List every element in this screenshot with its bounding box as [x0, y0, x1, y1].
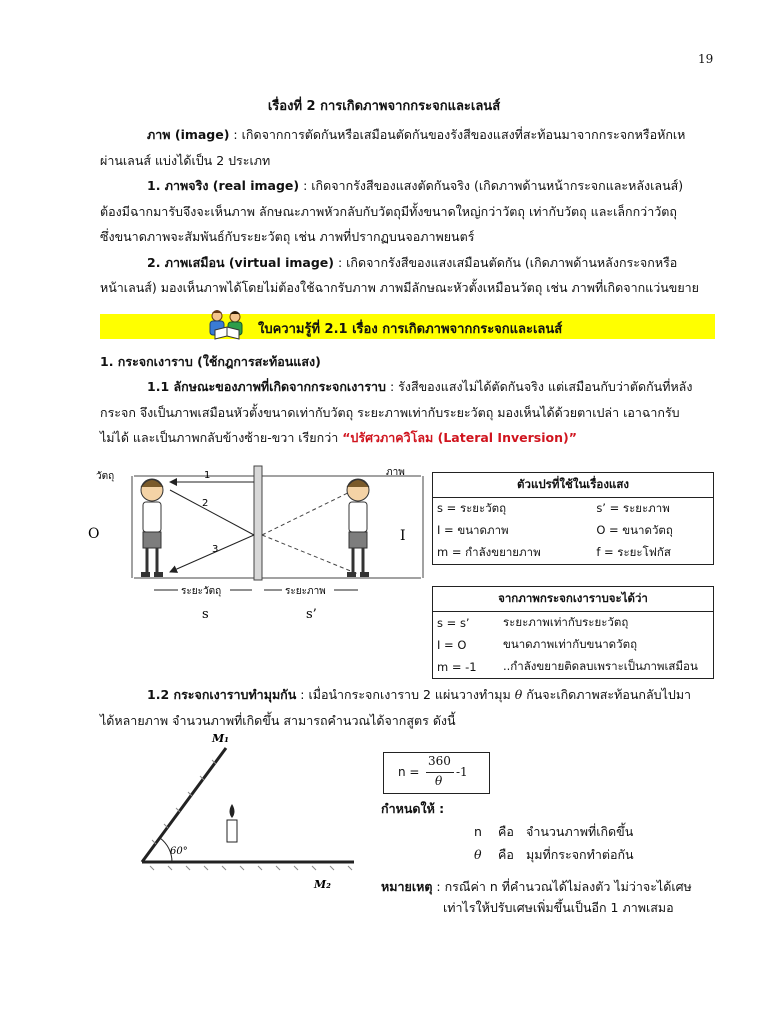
- section-1-1-text-3: ไม่ได้ และเป็นภาพกลับข้างซ้าย-ขวา เรียกว่า: [100, 430, 343, 445]
- page-title: เรื่องที่ 2 การเกิดภาพจากกระจกและเลนส์: [267, 99, 501, 114]
- conclusion-cell: s = s’: [433, 612, 500, 635]
- ray-1-label: 1: [204, 470, 211, 481]
- intro-paragraph: [100, 122, 710, 301]
- object-label: วัตถุ: [96, 471, 115, 482]
- real-image-text-1: : เกิดจากรังสีของแสงตัดกันจริง (เกิดภาพด้านหน้ากระจกและหลังเลนส์): [299, 178, 684, 193]
- virtual-ray-top: [262, 488, 358, 535]
- given-meaning: มุมที่กระจกทำต่อกัน: [526, 847, 634, 862]
- note-text-2: เท่าไรให้ปรับเศษเพิ่มขึ้นเป็นอีก 1 ภาพเสมอ: [443, 900, 674, 915]
- variables-cell: s = ระยะวัตถุ: [433, 498, 593, 521]
- given-row: [474, 845, 634, 865]
- conclusion-cell: m = -1: [433, 656, 500, 679]
- angle-label: 60°: [170, 846, 188, 857]
- given-symbol: n: [474, 824, 482, 839]
- formula-rest: -1: [456, 765, 468, 779]
- mirror-m2-label: M₂: [314, 878, 331, 891]
- term-flat-mirror-image: 1.1 ลักษณะของภาพที่เกิดจากกระจกเงาราบ: [147, 379, 386, 394]
- variables-cell: f = ระยะโฟกัส: [592, 542, 713, 565]
- section-1-1-text-2: กระจก จึงเป็นภาพเสมือนหัวตั้งขนาดเท่ากับวัตถุ ระยะภาพเท่ากับระยะวัตถุ มองเห็นได้ด้วยตาเปล่า เอาฉากรับ: [100, 404, 680, 420]
- section-1-2-text-1a: : เมื่อนำกระจกเงาราบ 2 แผ่นวางทำมุม: [296, 687, 515, 702]
- image-distance-label: ระยะภาพ: [285, 586, 326, 597]
- formula-box: [383, 752, 490, 794]
- term-virtual-image: 2. ภาพเสมือน (virtual image): [147, 254, 334, 270]
- term-image: ภาพ (image): [147, 127, 230, 142]
- mirror-m1-label: M₁: [212, 732, 229, 745]
- virtual-ray-bottom: [262, 535, 358, 574]
- given-is: คือ: [498, 824, 514, 839]
- given-is: คือ: [498, 847, 514, 862]
- section-1-1-paragraph: [100, 374, 710, 451]
- worksheet-banner: [100, 314, 715, 339]
- object-distance-s: s: [202, 607, 209, 622]
- variables-cell: O = ขนาดวัตถุ: [592, 520, 713, 542]
- lateral-inversion-term: “ปรัศวภาควิโลม (Lateral Inversion)”: [342, 430, 577, 445]
- conclusion-cell: ขนาดภาพเท่ากับขนาดวัตถุ: [499, 634, 714, 656]
- real-image-text-2: ต้องมีฉากมารับจึงจะเห็นภาพ ลักษณะภาพหัวกลับกับวัตถุมีทั้งขนาดใหญ่กว่าวัตถุ เท่ากับวัตถุ และเล็กกว่าวัตถุ: [100, 203, 677, 219]
- theta-symbol: θ: [514, 687, 523, 702]
- formula-fraction-bar: [426, 772, 454, 773]
- formula-numerator: 360: [428, 754, 451, 768]
- plane-mirror-diagram: [86, 460, 426, 625]
- given-symbol: θ: [474, 847, 482, 862]
- variables-cell: I = ขนาดภาพ: [433, 520, 593, 542]
- virtual-image-text-2: หน้าเลนส์) มองเห็นภาพได้โดยไม่ต้องใช้ฉากรับภาพ ภาพมีลักษณะหัวตั้งเหมือนวัตถุ เช่น ภาพที่เกิดจากแว่นขยาย: [100, 280, 699, 295]
- image-person-icon: [347, 479, 369, 577]
- ray-3-label: 3: [212, 544, 219, 555]
- intro-text-2: ผ่านเลนส์ แบ่งได้เป็น 2 ประเภท: [100, 152, 271, 168]
- note-term: หมายเหตุ: [381, 879, 433, 894]
- given-meaning: จำนวนภาพที่เกิดขึ้น: [526, 824, 634, 839]
- real-image-text-3: ซึ่งขนาดภาพจะสัมพันธ์กับระยะวัตถุ เช่น ภาพที่ปรากฏบนจอภาพยนตร์: [100, 229, 475, 244]
- section-1-2-text-2: ได้หลายภาพ จำนวนภาพที่เกิดขึ้น สามารถคำนวณได้จากสูตร ดังนี้: [100, 712, 456, 728]
- image-distance-s-prime: s’: [306, 607, 317, 622]
- banner-text: ใบความรู้ที่ 2.1 เรื่อง การเกิดภาพจากกระจกและเลนส์: [258, 322, 563, 337]
- section-1-2-paragraph: [100, 682, 710, 733]
- formula-denominator: θ: [435, 774, 443, 788]
- object-person-icon: [141, 479, 163, 577]
- variables-table: [432, 472, 714, 565]
- object-distance-label: ระยะวัตถุ: [181, 586, 222, 597]
- virtual-image-text-1: : เกิดจากรังสีของแสงเสมือนตัดกัน (เกิดภาพด้านหลังกระจกหรือ: [333, 254, 678, 270]
- mirror-m1: [142, 748, 226, 862]
- conclusion-table-header: จากภาพกระจกเงาราบจะได้ว่า: [433, 587, 714, 612]
- candle-icon: [227, 804, 237, 842]
- variables-table-header: ตัวแปรที่ใช้ในเรื่องแสง: [433, 473, 714, 498]
- note-text-1: : กรณีค่า n ที่คำนวณได้ไม่ลงตัว ไม่ว่าจะได้เศษ: [432, 879, 692, 894]
- conclusion-cell: ..กำลังขยายติดลบเพราะเป็นภาพเสมือน: [499, 656, 714, 679]
- section-1-2-text-1b: กันจะเกิดภาพสะท้อนกลับไปมา: [522, 687, 692, 702]
- variables-cell: m = กำลังขยายภาพ: [433, 542, 593, 565]
- term-angled-mirrors: 1.2 กระจกเงาราบทำมุมกัน: [147, 687, 297, 702]
- plane-mirror: [254, 466, 262, 580]
- ray-2-label: 2: [202, 498, 209, 509]
- section-1-1-text-1: : รังสีของแสงไม่ได้ตัดกันจริง แต่เสมือนกับว่าตัดกันที่หลัง: [386, 379, 693, 394]
- ray-2: [170, 490, 254, 535]
- conclusion-cell: ระยะภาพเท่ากับระยะวัตถุ: [499, 612, 714, 635]
- formula-lhs: n =: [398, 765, 420, 779]
- image-size-I: I: [400, 528, 406, 544]
- object-size-O: O: [88, 526, 100, 542]
- conclusion-table: [432, 586, 714, 679]
- given-heading: กำหนดให้ :: [381, 801, 445, 816]
- note-line-1: [381, 877, 692, 897]
- term-real-image: 1. ภาพจริง (real image): [147, 178, 300, 193]
- image-label: ภาพ: [386, 467, 405, 478]
- conclusion-cell: I = O: [433, 634, 500, 656]
- students-reading-icon: [205, 308, 249, 342]
- angled-mirror-diagram: [128, 728, 368, 898]
- section-1-heading: 1. กระจกเงาราบ (ใช้กฎการสะท้อนแสง): [100, 354, 321, 369]
- page-number: 19: [698, 52, 714, 66]
- given-row: [474, 822, 633, 842]
- variables-cell: s’ = ระยะภาพ: [592, 498, 713, 521]
- intro-text-1: : เกิดจากการตัดกันหรือเสมือนตัดกันของรังสีของแสงที่สะท้อนมาจากกระจกหรือหักเห: [229, 127, 686, 142]
